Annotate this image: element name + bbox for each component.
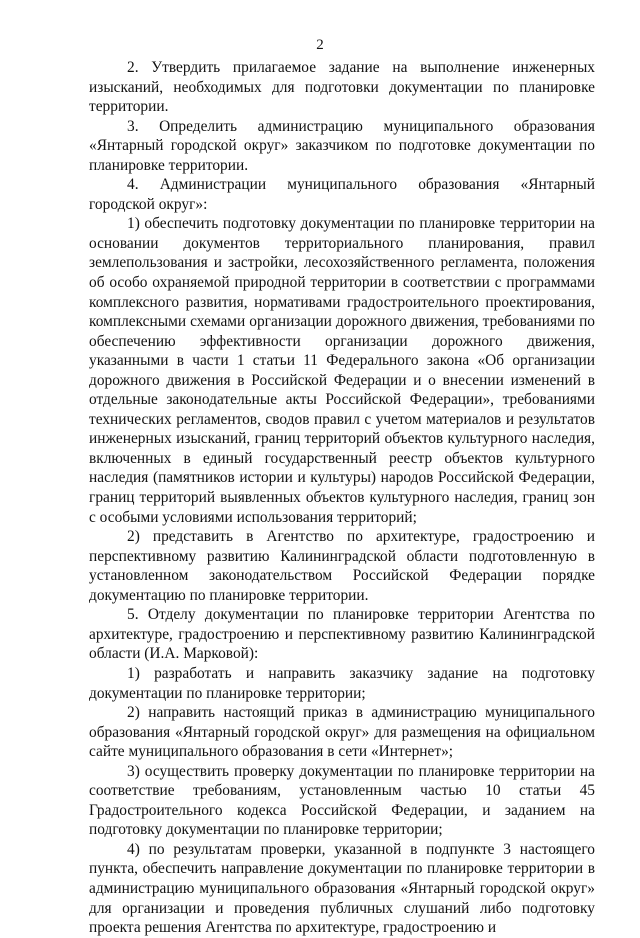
page-number: 2 <box>316 37 324 53</box>
paragraph-item-4-1: 1) обеспечить подготовку документации по планировке территории на основании документов территориального планирования, правил землепользования и застройки, лесохозяйственного регламента, положения об особо охраняемой природной территории в соответствии с программами комплексного развития, нормативами градостроительного проектирования, комплексными схемами организации дорожного движения, требованиями по обеспечению эффективности организации дорожного движения, указанными в части 1 статьи 11 Федерального закона «Об организации дорожного движения в Российской Федерации и о внесении изменений в отдельные законодательные акты Российской Федерации», требованиями технических регламентов, сводов правил с учетом материалов и результатов инженерных изысканий, границ территорий объектов культурного наследия, включенных в единый государственный реестр объектов культурного наследия (памятников истории и культуры) народов Российской Федерации, границ территорий выявленных объектов культурного наследия, границ зон с особыми условиями использования территорий; <box>89 215 595 526</box>
paragraph-item-5-3: 3) осуществить проверку документации по планировке территории на соответствие требованиям, установленным частью 10 статьи 45 Градостроительного кодекса Российской Федерации, и заданием на подготовку документации по планировке территории; <box>89 762 595 839</box>
paragraph-item-3: 3. Определить администрацию муниципального образования «Янтарный городской округ» заказчиком по подготовке документации по планировке территории. <box>89 117 595 174</box>
document-body <box>89 58 595 938</box>
paragraph-item-5-2: 2) направить настоящий приказ в администрацию муниципального образования «Янтарный городской округ» для размещения на официальном сайте муниципального образования в сети «Интернет»; <box>89 704 595 761</box>
paragraph-item-4-2: 2) представить в Агентство по архитектуре, градостроению и перспективному развитию Калининградской области подготовленную в установленном законодательством Российской Федерации порядке документацию по планировке территории. <box>89 528 595 604</box>
paragraph-item-4: 4. Администрации муниципального образования «Янтарный городской округ»: <box>89 176 595 213</box>
paragraph-item-5-1: 1) разработать и направить заказчику задание на подготовку документации по планировке территории; <box>89 664 595 702</box>
paragraph-item-2: 2. Утвердить прилагаемое задание на выполнение инженерных изысканий, необходимых для подготовки документации по планировке территории. <box>89 59 595 116</box>
paragraph-item-5: 5. Отделу документации по планировке территории Агентства по архитектуре, градостроению и перспективному развитию Калининградской области (И.А. Марковой): <box>89 606 595 663</box>
paragraph-item-5-4: 4) по результатам проверки, указанной в подпункте 3 настоящего пункта, обеспечить направление документации по планировке территории в администрацию муниципального образования «Янтарный городской округ» для организации и проведения публичных слушаний либо подготовку проекта решения Агентства по архитектуре, градостроению и <box>89 840 595 937</box>
